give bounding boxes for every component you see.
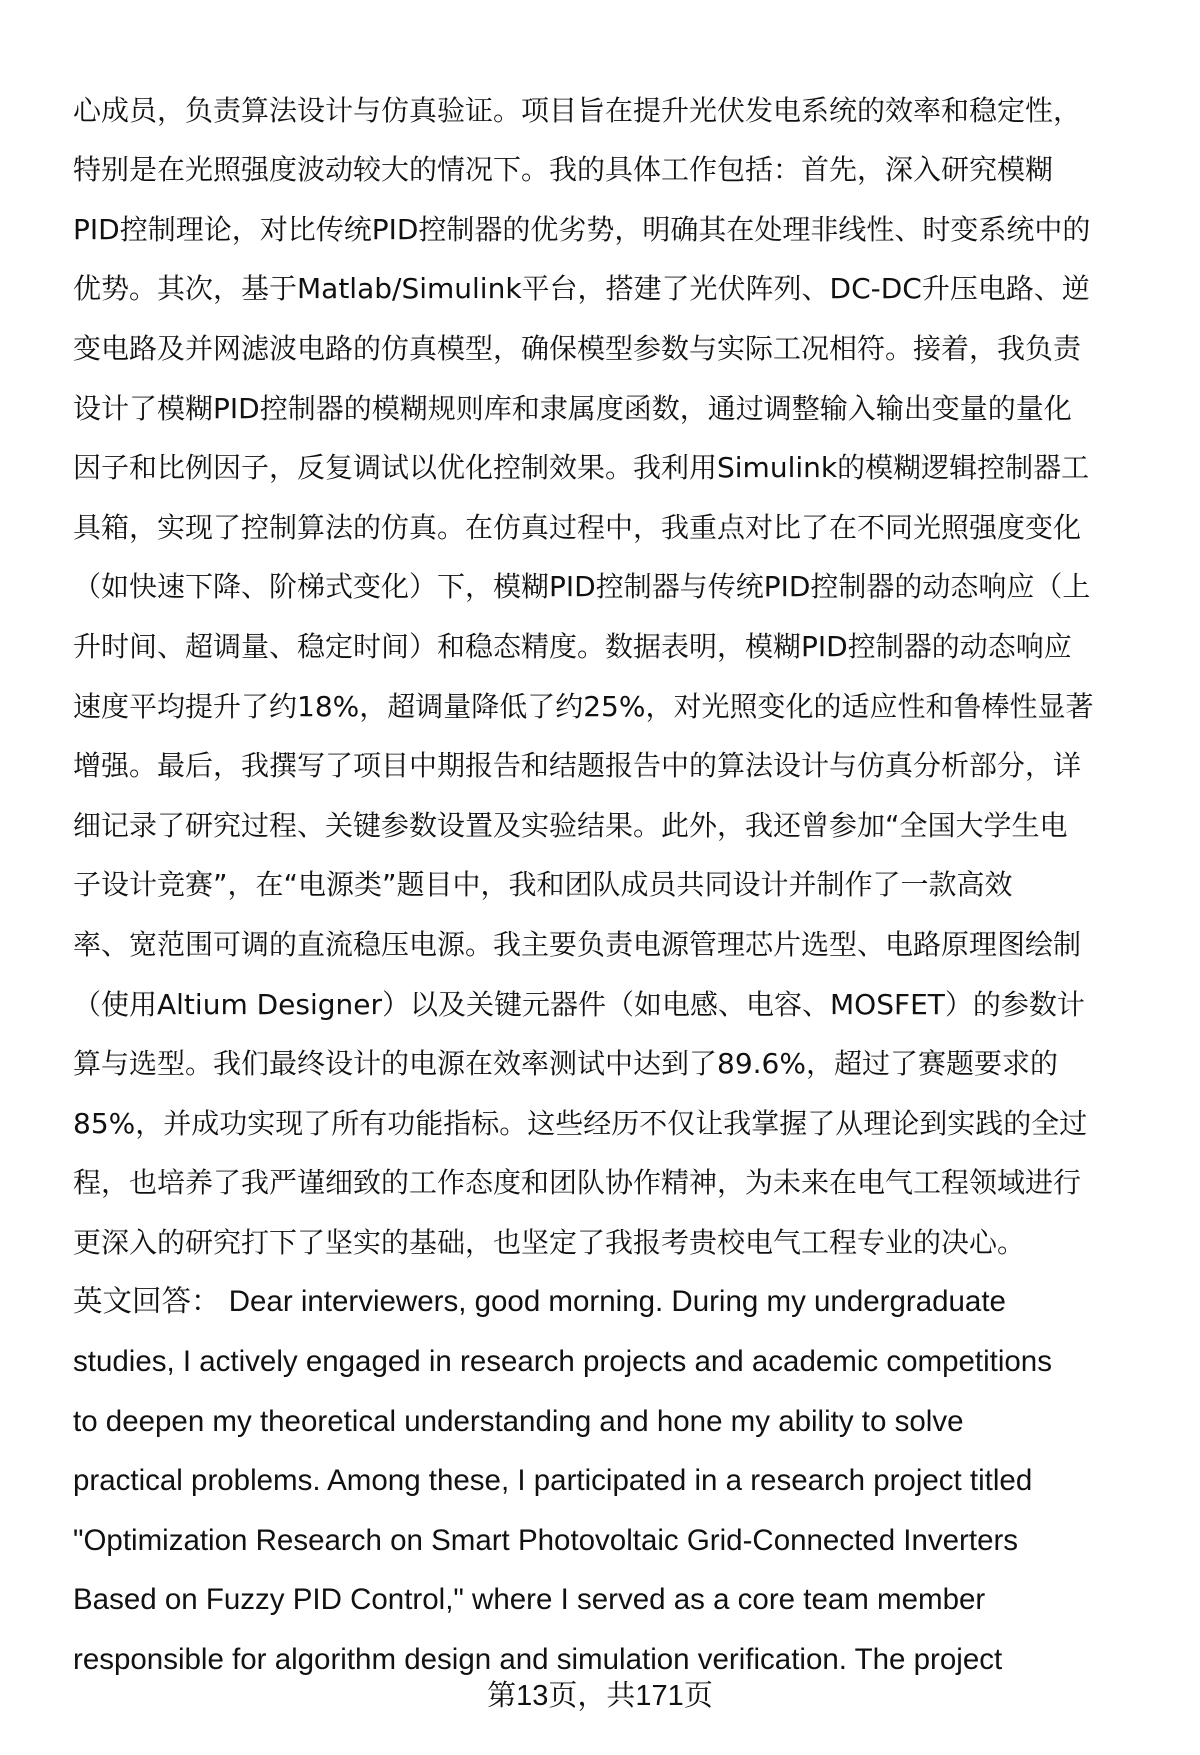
document-page [73,71,1163,1680]
text-line: 增强。最后，我撰写了项目中期报告和结题报告中的算法设计与仿真分析部分，详 [73,749,1082,783]
text-line: studies, I actively engaged in research projects and academic competitions [73,1345,1052,1379]
chinese-paragraph [73,91,1163,1263]
text-line: 特别是在光照强度波动较大的情况下。我的具体工作包括：首先，深入研究模糊 [73,153,1054,187]
text-line: 率、宽范围可调的直流稳压电源。我主要负责电源管理芯片选型、电路原理图绘制 [73,927,1082,961]
text-line: 子设计竞赛”，在“电源类”题目中，我和团队成员共同设计并制作了一款高效 [73,868,1013,902]
text-line: Based on Fuzzy PID Control," where I served as a core team member [73,1583,986,1617]
text-line: 更深入的研究打下了坚实的基础，也坚定了我报考贵校电气工程专业的决心。 [73,1225,1026,1259]
text-line: （使用Altium Designer）以及关键元器件（如电感、电容、MOSFET）的参数计 [73,987,1085,1021]
text-line: 心成员，负责算法设计与仿真验证。项目旨在提升光伏发电系统的效率和稳定性， [73,93,1082,127]
text-line: to deepen my theoretical understanding and hone my ability to solve [73,1404,964,1438]
text-line: 因子和比例因子，反复调试以优化控制效果。我利用Simulink的模糊逻辑控制器工 [73,451,1090,485]
text-line: 细记录了研究过程、关键参数设置及实验结果。此外，我还曾参加“全国大学生电 [73,808,1068,842]
text-line: 具箱，实现了控制算法的仿真。在仿真过程中，我重点对比了在不同光照强度变化 [73,510,1082,544]
text-line: "Optimization Research on Smart Photovoltaic Grid-Connected Inverters [73,1523,1019,1557]
text-line: 速度平均提升了约18%，超调量降低了约25%，对光照变化的适应性和鲁棒性显著 [73,689,1094,723]
text-line: 设计了模糊PID控制器的模糊规则库和隶属度函数，通过调整输入输出变量的量化 [73,391,1072,425]
page-number: 第13页，共171页 [487,1680,713,1712]
text-line: 程，也培养了我严谨细致的工作态度和团队协作精神，为未来在电气工程领域进行 [73,1166,1082,1200]
text-line: 优势。其次，基于Matlab/Simulink平台，搭建了光伏阵列、DC-DC升压电路、逆 [73,272,1090,306]
text-line: 升时间、超调量、稳定时间）和稳态精度。数据表明，模糊PID控制器的动态响应 [73,629,1072,663]
text-line: 85%，并成功实现了所有功能指标。这些经历不仅让我掌握了从理论到实践的全过 [73,1106,1088,1140]
text-line: 英文回答： Dear interviewers, good morning. During my undergraduate [73,1285,1006,1319]
text-line: 变电路及并网滤波电路的仿真模型，确保模型参数与实际工况相符。接着，我负责 [73,331,1082,365]
text-line: PID控制理论，对比传统PID控制器的优劣势，明确其在处理非线性、时变系统中的 [73,212,1091,246]
text-line: responsible for algorithm design and simulation verification. The project [73,1643,1003,1677]
text-line: 算与选型。我们最终设计的电源在效率测试中达到了89.6%，超过了赛题要求的 [73,1047,1058,1081]
english-paragraph [73,1282,1163,1680]
text-line: （如快速下降、阶梯式变化）下，模糊PID控制器与传统PID控制器的动态响应（上 [73,570,1091,604]
text-line: practical problems. Among these, I participated in a research project titled [73,1464,1033,1498]
